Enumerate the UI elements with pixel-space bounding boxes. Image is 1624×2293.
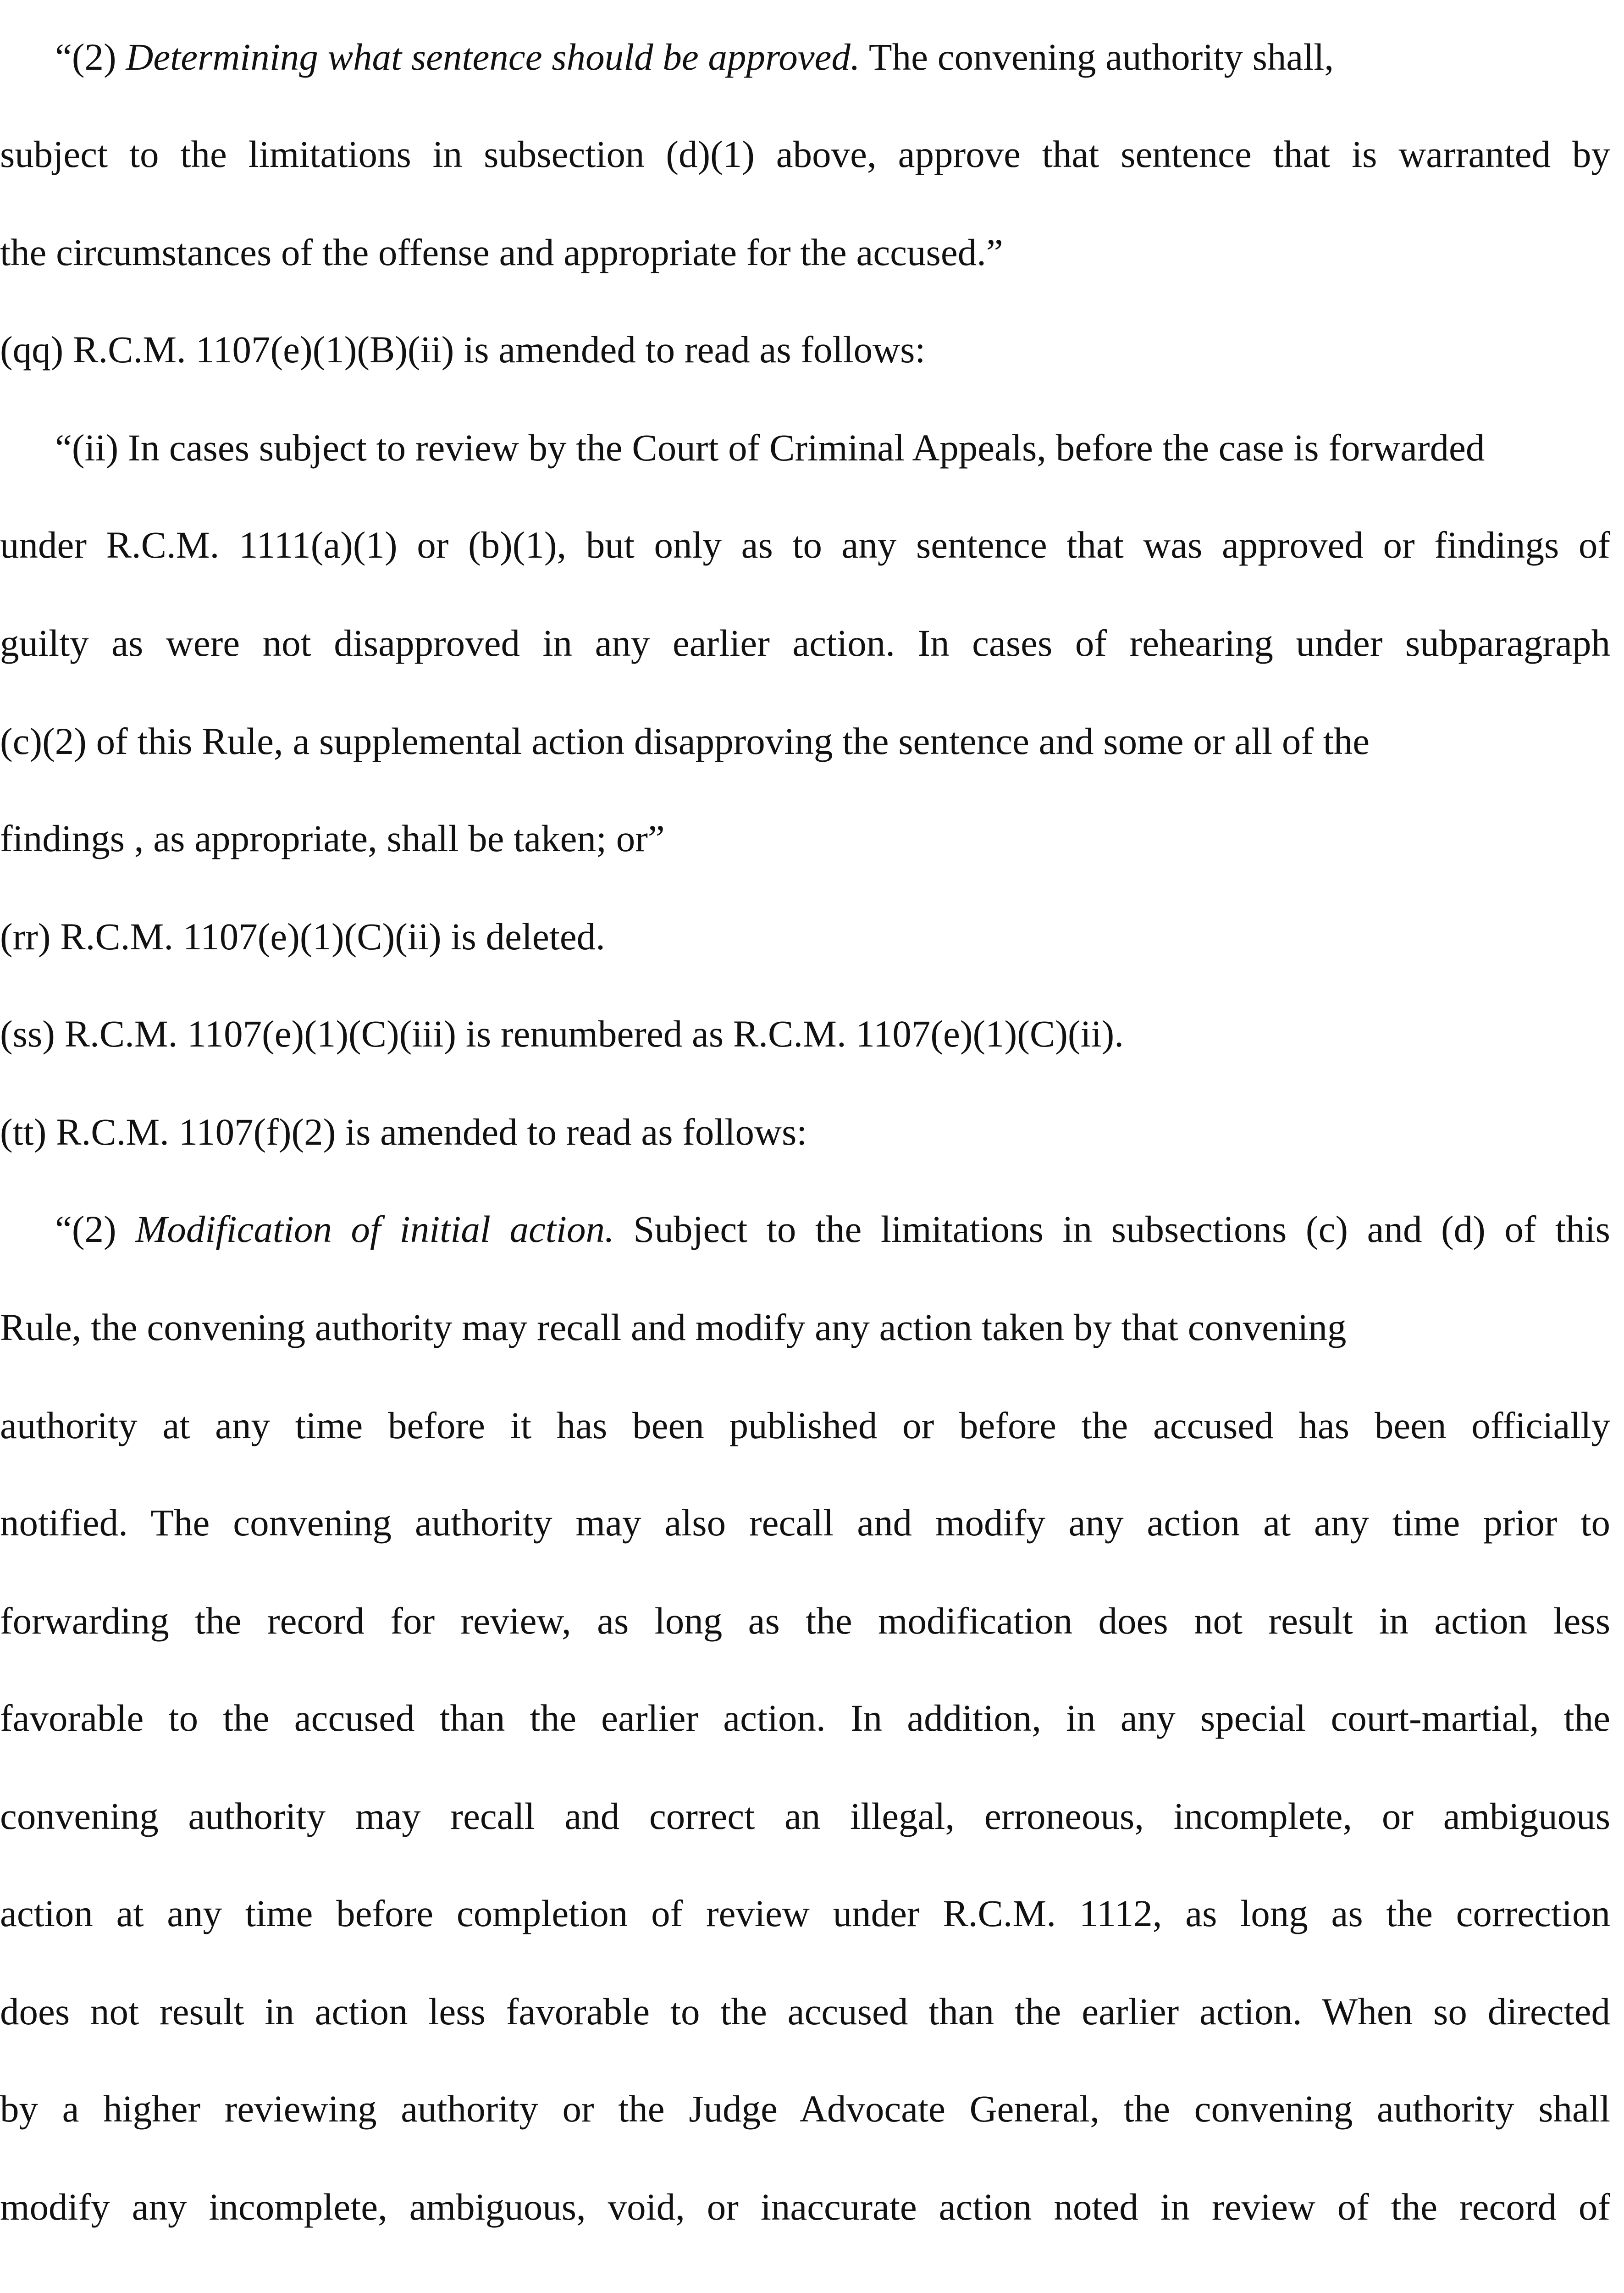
text-line: “(ii) In cases subject to review by the Court of Criminal Appeals, before the case is forwarded — [55, 426, 1485, 469]
italic-heading-modification: Modification of initial action. — [135, 1208, 614, 1250]
amendment-ss-line: (ss) R.C.M. 1107(e)(1)(C)(iii) is renumbered as R.C.M. 1107(e)(1)(C)(ii). — [0, 1013, 1124, 1055]
amendment-qq-line: (qq) R.C.M. 1107(e)(1)(B)(ii) is amended to read as follows: — [0, 328, 926, 371]
paragraph-modification-line-1 — [0, 1206, 1624, 1252]
text-rest: Subject to the limitations in subsections (c) and (d) of this — [614, 1208, 1610, 1250]
text-line: authority at any time before it has been published or before the accused has been officially — [0, 1404, 1610, 1446]
text-line: notified. The convening authority may also recall and modify any action at any time prior to — [0, 1501, 1610, 1544]
text-line: subject to the limitations in subsection (d)(1) above, approve that sentence that is warranted by — [0, 133, 1610, 175]
text-open: “(2) — [55, 1208, 136, 1250]
text-line: forwarding the record for review, as long as the modification does not result in action less — [0, 1600, 1610, 1642]
italic-heading-determining-sentence: Determining what sentence should be approved. — [126, 36, 860, 78]
text-line: findings , as appropriate, shall be taken; or” — [0, 817, 665, 859]
text-line: the circumstances of the offense and appropriate for the accused.” — [0, 231, 1003, 273]
text-line: action at any time before completion of review under R.C.M. 1112, as long as the correction — [0, 1892, 1610, 1934]
text-open: “(2) — [55, 36, 126, 78]
text-line: convening authority may recall and correct an illegal, erroneous, incomplete, or ambiguous — [0, 1795, 1610, 1837]
text-line: (c)(2) of this Rule, a supplemental action disapproving the sentence and some or all of the — [0, 720, 1370, 762]
text-line: favorable to the accused than the earlier action. In addition, in any special court-martial, the — [0, 1697, 1610, 1739]
text-line: under R.C.M. 1111(a)(1) or (b)(1), but only as to any sentence that was approved or findings of — [0, 524, 1610, 566]
text-line: by a higher reviewing authority or the Judge Advocate General, the convening authority shall — [0, 2088, 1610, 2130]
text-line: Rule, the convening authority may recall and modify any action taken by that convening — [0, 1306, 1347, 1348]
text-line: modify any incomplete, ambiguous, void, or inaccurate action noted in review of the record of — [0, 2186, 1610, 2228]
text-rest: The convening authority shall, — [860, 36, 1334, 78]
amendment-tt-line: (tt) R.C.M. 1107(f)(2) is amended to read as follows: — [0, 1111, 807, 1153]
amendment-rr-line: (rr) R.C.M. 1107(e)(1)(C)(ii) is deleted. — [0, 915, 605, 958]
text-line: does not result in action less favorable to the accused than the earlier action. When so directed — [0, 1990, 1610, 2033]
text-line: guilty as were not disapproved in any earlier action. In cases of rehearing under subparagraph — [0, 622, 1610, 664]
paragraph-2-line-1 — [0, 34, 1624, 80]
